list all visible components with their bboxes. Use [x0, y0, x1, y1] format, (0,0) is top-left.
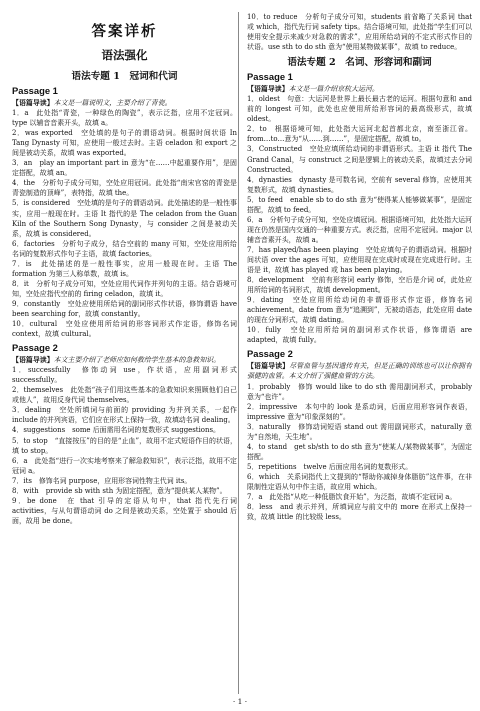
reading-guide	[12, 98, 237, 108]
answer-item: 1．probably 修饰 would like to do sth 需用副词形式，probably 意为“也许”。	[247, 382, 472, 401]
passage-label: Passage 2	[12, 342, 58, 354]
answer-item: 4．dynasties dynasty 是可数名词，空前有 several 修饰，应使用其复数形式，故填 dynasties。	[247, 175, 472, 194]
answer-item: 5．is considered 空处填的是句子的谓语动词。此处描述的是一般性事实，应用一般现在时。主语 It 指代的是 The celadon from the Guan Kiln of the Southern Song Dynasty，与 consider 之间是被动关系，故填 is considered。	[12, 199, 237, 238]
answer-item: 1．oldest 句意：大运河是世界上最长最古老的运河。根据句意和 and 前的 longest 可知，此处也应使用所给形容词的最高级形式，故填 oldest。	[247, 95, 472, 124]
guide-text: 本文主要介绍了老师应如何教给学生基本的急救知识。	[53, 356, 221, 365]
passage-label: Passage 1	[247, 71, 293, 83]
answer-item: 9．be done 在 that 引导的定语从句中，that 指代先行词 activities，与从句谓语动词 do 之间是被动关系，空处置于 should 后面，故用 be done。	[12, 496, 237, 525]
guide-text: 尽管血管与基因遗传有关，但是正确的训练也可以让你拥有强健的血管。本文介绍了强健血管的方法。	[247, 362, 472, 381]
answer-item: 10．fully 空处应用所给词的副词形式作状语，修饰谓语 are adapted，故填 fully。	[247, 326, 472, 345]
answer-item: 6．a 分析句子成分可知，空处应填冠词。根据语境可知，此处指大运河现在仍然是国内交通的一种重要方式。表泛指，应用不定冠词。major 以辅音音素开头，故填 a。	[247, 215, 472, 244]
guide-text: 本文是一篇介绍京杭大运河。	[288, 85, 379, 94]
answer-item: 3．dealing 空处所填词与前面的 providing 为并列关系，一起作 include 的并列宾语，它们应在形式上保持一致，故填动名词 dealing。	[12, 406, 237, 425]
passage-label: Passage 1	[12, 85, 58, 96]
guide-text: 本文是一篇说明文，主要介绍了青瓷。	[53, 99, 172, 107]
page-subtitle: 语法强化	[101, 48, 148, 62]
answer-item: 2．was exported 空处填的是句子的谓语动词。根据时间状语 In Tang Dynasty 可知，应使用一般过去时。主语 celadon 和 export 之间是被动关系，故填 was exported。	[12, 129, 237, 158]
answer-item: 4．the 分析句子成分可知，空处应用冠词。此处指“南宋官窑的青瓷是青瓷制造的顶峰”，表特指，故填 the。	[12, 179, 237, 198]
answer-item: 5．to feed enable sb to do sth 意为“使得某人能够做某事”，是固定搭配，故填 to feed。	[247, 195, 472, 214]
guide-tag: 【语篇导读】	[247, 84, 289, 94]
answer-item: 6．a 此处指“进行一次实地考察来了解急救知识”，表示泛指，故用不定冠词 a。	[12, 456, 237, 475]
answer-item: 6．factories 分析句子成分，结合空前的 many 可知，空处应用所给名词的复数形式作句子主语，故填 factories。	[12, 239, 237, 258]
answer-item: 7．a 此处指“从吃一种低脂饮食开始”，为泛指，故填不定冠词 a。	[247, 493, 457, 502]
section-heading-2: 语法专题 2 名词、形容词和副词	[287, 57, 432, 69]
answer-item: 6．which 关系词指代上文提到的“帮助你减掉身体脂肪”这件事，在非限制性定语从句中作主语，故应用 which。	[247, 472, 472, 491]
answer-item: 4．to stand get sb/sth to do sth 意为“使某人/某物做某事”，为固定搭配。	[247, 442, 472, 461]
answer-item: 10．cultural 空处应使用所给词的形容词形式作定语，修饰名词 context，故填 cultural。	[12, 320, 237, 339]
answer-list	[247, 12, 472, 52]
answer-item: 8．development 空前有形容词 early 修饰，空后是介词 of，此处应用所给词的名词形式，故填 development。	[247, 276, 472, 295]
answer-item: 8．it 分析句子成分可知，空处应用代词作并列句的主语。结合语境可知，空处应指代空前的 firing celadon，故填 it。	[12, 279, 237, 298]
answer-item: 8．with provide sb with sth 为固定搭配，意为“提供某人某物”。	[12, 486, 227, 495]
answer-list	[12, 365, 237, 526]
answer-item: 3．Constructed 空处应填所给动词的非谓语形式。主语 it 指代 The Grand Canal，与 construct 之间是逻辑上的被动关系，故填过去分词 Constructed。	[247, 145, 472, 174]
answer-item: 7．its 修饰名词 purpose，应用形容词性物主代词 its。	[12, 476, 192, 485]
guide-tag: 【语篇导读】	[12, 98, 54, 107]
column-divider	[238, 12, 239, 694]
answer-item: 5．repetitions twelve 后面应用名词的复数形式。	[247, 462, 413, 471]
answer-item: 2．to 根据语境可知，此处指大运河北起首都北京，南至浙江省。from…to…意为“从……到……”，是固定搭配，故填 to。	[247, 125, 472, 144]
answer-item: 1．a 此处指“青瓷，一种绿色的陶瓷”，表示泛指，应用不定冠词。type 以辅音音素开头，故填 a。	[12, 109, 237, 128]
answer-item: 8．less and 表示并列，所填词应与前文中的 more 在形式上保持一致，故填 little 的比较级 less。	[247, 503, 472, 522]
answer-list	[12, 108, 237, 339]
right-column	[247, 12, 472, 694]
answer-list	[247, 94, 472, 345]
answer-item: 7．has played/has been playing 空处应填句子的谓语动词。根据时间状语 over the ages 可知，应使用现在完成时或现在完成进行时。主语是 it，故填 has played 或 has been playing。	[247, 245, 472, 275]
answer-item: 5．to stop “直接按压”的目的是“止血”，故用不定式短语作目的状语，填 to stop。	[12, 436, 237, 455]
answer-item: 2．themselves 此处指“孩子们用这些基本的急救知识来照顾他们自己或他人”，故用反身代词 themselves。	[12, 386, 237, 405]
guide-tag: 【语篇导读】	[247, 361, 290, 371]
section-heading-1: 语法专题 1 冠词和代词	[71, 71, 178, 82]
left-column	[12, 12, 237, 694]
guide-tag: 【语篇导读】	[12, 355, 54, 365]
answer-item: 9．constantly 空处应使用所给词的副词形式作状语，修饰谓语 have been searching for，故填 constantly。	[12, 299, 237, 318]
answer-item: 9．dating 空处应用所给动词的非谓语形式作定语，修饰名词 achievement。date from 意为“追溯到”，无被动语态，此处应用 date 的现在分词形式，故填 dating。	[247, 296, 472, 325]
reading-guide	[12, 355, 237, 365]
answer-item: 3．an play an important part in 意为“在……中起重要作用”，是固定搭配，故填 an。	[12, 159, 237, 178]
passage-label: Passage 2	[247, 348, 293, 360]
page-number: · 1 ·	[232, 697, 248, 706]
reading-guide	[247, 84, 472, 94]
answer-item: 7．is 此处描述的是一般性事实，应用一般现在时。主语 The formation 为第三人称单数，故填 is。	[12, 259, 237, 278]
answer-item: 4．suggestions some 后面需用名词的复数形式 suggestions。	[12, 426, 220, 435]
answer-item: 1．successfully 修饰动词 use，作状语，应用副词形式 successfully。	[12, 366, 237, 385]
reading-guide	[247, 361, 472, 381]
answer-item: 3．naturally 修饰动词短语 stand out 需用副词形式，naturally 意为“自然地，天生地”。	[247, 422, 472, 441]
answer-item: 10．to reduce 分析句子成分可知，students 前省略了关系词 that 或 which，指代先行词 safety tips。结合语境可知，此处指“学生们可以使用安全提示来减少对急救的需求”，应用所给动词的不定式形式作目的状语。use sth to do sth 意为“使用某物做某事”，故填 to reduce。	[247, 13, 472, 52]
page-title: 答案详析	[91, 23, 158, 40]
answer-item: 2．impressive 本句中的 look 是系动词，后面应用形容词作表语，impressive 意为“印象深刻的”。	[247, 402, 472, 421]
answer-list	[247, 382, 472, 523]
